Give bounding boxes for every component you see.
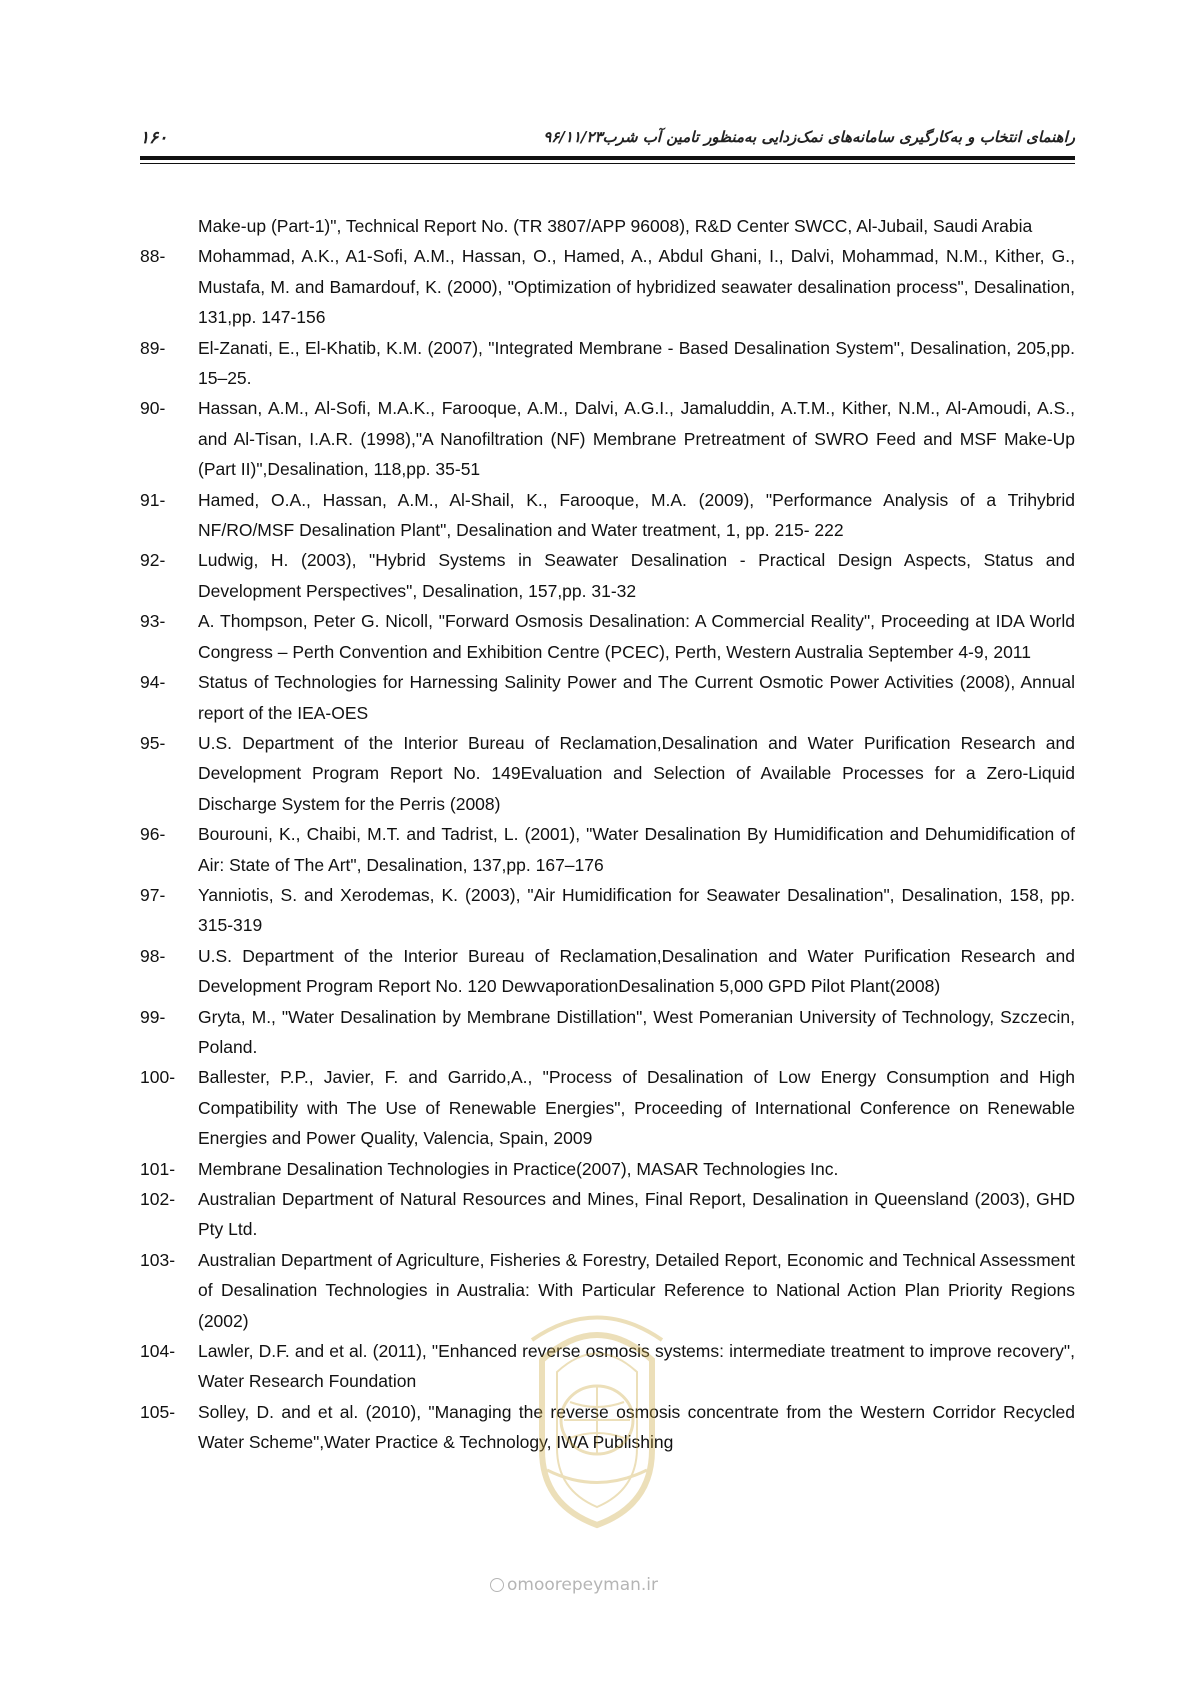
reference-number: 101- (140, 1158, 176, 1179)
reference-number: 95- (140, 732, 166, 753)
reference-number: 97- (140, 884, 166, 905)
watermark-url-text: omoorepeyman.ir (507, 1575, 659, 1595)
watermark-url (490, 1575, 658, 1595)
reference-item (140, 393, 1075, 484)
header-rule-thick (140, 156, 1075, 160)
reference-number: 100- (140, 1067, 176, 1088)
header-title: راهنمای انتخاب و به‌کارگیری سامانه‌های نمک‌زدایی به‌منظور تامین آب شرب (602, 128, 1075, 146)
reference-item (140, 545, 1075, 606)
reference-text: Ballester, P.P., Javier, F. and Garrido,A., "Process of Desalination of Low Energy Consumption and High Compatibility with The Use of Renewable Energies", Proceeding of International Conference on Renewable Energies and Power Quality, Valencia, Spain, 2009 (198, 1067, 1075, 1149)
reference-text: Yanniotis, S. and Xerodemas, K. (2003), "Air Humidification for Seawater Desalination", Desalination, 158, pp. 315-319 (198, 884, 1075, 936)
reference-text: U.S. Department of the Interior Bureau of Reclamation,Desalination and Water Purification Research and Development Program Report No. 149Evaluation and Selection of Available Processes for a Zero-Liquid Discharge System for the Perris (2008) (198, 732, 1075, 814)
header-rule-thin (140, 163, 1075, 164)
reference-number: 98- (140, 945, 166, 966)
reference-item (140, 819, 1075, 880)
reference-text: Bourouni, K., Chaibi, M.T. and Tadrist, L. (2001), "Water Desalination By Humidification and Dehumidification of Air: State of The Art", Desalination, 137,pp. 167–176 (198, 824, 1075, 875)
reference-item (140, 667, 1075, 728)
reference-text: Australian Department of Agriculture, Fisheries & Forestry, Detailed Report, Economic and Technical Assessment of Desalination Technologies in Australia: With Particular Reference to National Action Plan Priority Regions (2002) (198, 1249, 1075, 1331)
page-number: ۱۶۰ (140, 128, 168, 148)
reference-number: 91- (140, 489, 166, 510)
reference-number: 94- (140, 672, 166, 693)
reference-text: Solley, D. and et al. (2010), "Managing the reverse osmosis concentrate from the Western Corridor Recycled Water Scheme",Water Practice & Technology, IWA Publishing (198, 1401, 1075, 1453)
reference-number: 92- (140, 550, 166, 571)
reference-text: Hassan, A.M., Al-Sofi, M.A.K., Farooque, A.M., Dalvi, A.G.I., Jamaluddin, A.T.M., Kither, N.M., Al-Amoudi, A.S., and Al-Tisan, I.A.R. (1998),"A Nanofiltration (NF) Membrane Pretreatment of SWRO Feed and MSF Make-Up (Part II)",Desalination, 118,pp. 35-51 (198, 398, 1075, 480)
reference-item (140, 241, 1075, 332)
reference-text: Lawler, D.F. and et al. (2011), "Enhanced reverse osmosis systems: intermediate treatment to improve recovery", Water Research Foundation (198, 1341, 1075, 1392)
reference-text: Mohammad, A.K., A1-Sofi, A.M., Hassan, O., Hamed, A., Abdul Ghani, I., Dalvi, Mohammad, N.M., Kither, G., Mustafa, M. and Bamardouf, K. (2000), "Optimization of hybridized seawater desalination process", Desalination, 131,pp. 147-156 (198, 246, 1075, 328)
reference-text: Australian Department of Natural Resources and Mines, Final Report, Desalination in Queensland (2003), GHD Pty Ltd. (198, 1189, 1075, 1240)
reference-item (140, 941, 1075, 1002)
reference-list (140, 211, 1075, 1458)
reference-text: A. Thompson, Peter G. Nicoll, "Forward Osmosis Desalination: A Commercial Reality", Proceeding at IDA World Congress – Perth Convention and Exhibition Centre (PCEC), Perth, Western Australia September 4-9, 2011 (198, 611, 1075, 662)
publisher-seal-watermark (502, 1300, 692, 1550)
reference-text: Make-up (Part-1)", Technical Report No. (TR 3807/APP 96008), R&D Center SWCC, Al-Jubail, Saudi Arabia (198, 216, 1033, 236)
reference-item (140, 1184, 1075, 1245)
reference-item (140, 1002, 1075, 1063)
running-title (517, 128, 1075, 146)
globe-icon (490, 1578, 504, 1592)
reference-text: U.S. Department of the Interior Bureau of Reclamation,Desalination and Water Purification Research and Development Program Report No. 120 DewvaporationDesalination 5,000 GPD Pilot Plant(2008) (198, 945, 1075, 997)
reference-item (140, 211, 1075, 241)
reference-number: 96- (140, 824, 166, 845)
reference-item (140, 728, 1075, 819)
reference-number: 104- (140, 1341, 176, 1362)
reference-number: 89- (140, 337, 166, 358)
reference-item (140, 880, 1075, 941)
reference-text: Ludwig, H. (2003), "Hybrid Systems in Seawater Desalination - Practical Design Aspects, Status and Development Perspectives", Desalination, 157,pp. 31-32 (198, 550, 1075, 601)
reference-text: Membrane Desalination Technologies in Practice(2007), MASAR Technologies Inc. (198, 1158, 839, 1179)
reference-item (140, 606, 1075, 667)
reference-number: 102- (140, 1189, 176, 1209)
reference-item (140, 485, 1075, 546)
reference-number: 88- (140, 246, 166, 267)
reference-text: Hamed, O.A., Hassan, A.M., Al-Shail, K., Farooque, M.A. (2009), "Performance Analysis of a Trihybrid NF/RO/MSF Desalination Plant", Desalination and Water treatment, 1, pp. 215- 222 (198, 489, 1075, 541)
reference-text: El-Zanati, E., El-Khatib, K.M. (2007), "Integrated Membrane - Based Desalination System", Desalination, 205,pp. 15–25. (198, 337, 1075, 389)
reference-text: Gryta, M., "Water Desalination by Membrane Distillation", West Pomeranian University of Technology, Szczecin, Poland. (198, 1006, 1075, 1057)
reference-number: 93- (140, 611, 166, 632)
reference-item (140, 333, 1075, 394)
header-date: ۹۶/۱۱/۲۳ (543, 128, 603, 146)
reference-text: Status of Technologies for Harnessing Salinity Power and The Current Osmotic Power Activities (2008), Annual report of the IEA-OES (198, 672, 1075, 723)
reference-item (140, 1154, 1075, 1184)
reference-number: 103- (140, 1249, 176, 1270)
page-header (140, 122, 1075, 172)
reference-number: 105- (140, 1401, 176, 1422)
reference-number: 90- (140, 398, 166, 419)
reference-number: 99- (140, 1006, 166, 1027)
reference-item (140, 1062, 1075, 1153)
